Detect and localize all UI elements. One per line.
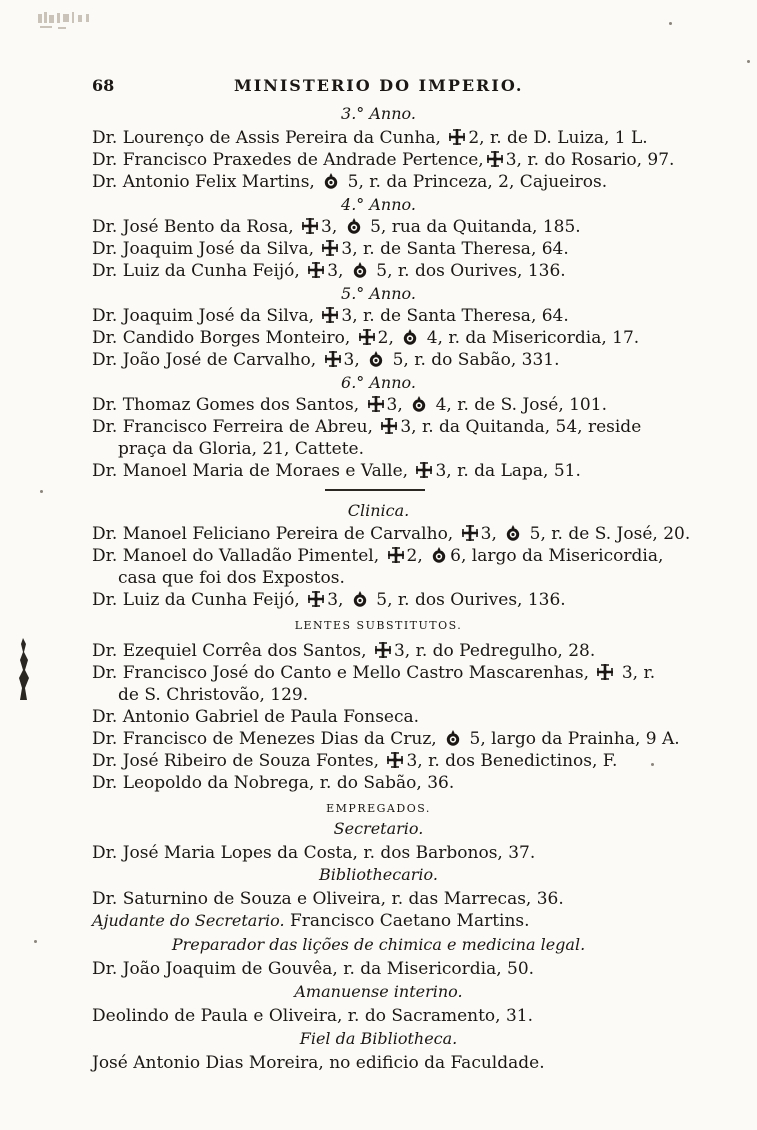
entry-line: Dr. Antonio Felix Martins, 5, r. da Princeza, 2, Cajueiros. (92, 172, 608, 192)
ink-speck (747, 60, 750, 63)
cross-icon (307, 590, 325, 608)
entry-line: Dr. Francisco Praxedes de Andrade Pertence, 3, r. do Rosario, 97. (92, 150, 675, 170)
entry-line: Dr. Manoel do Valladão Pimentel, 2, 6, largo da Misericordia, (92, 546, 664, 566)
cross-icon (596, 663, 614, 681)
entry-line: Dr. Manoel Maria de Moraes e Valle, 3, r. da Lapa, 51. (92, 461, 581, 481)
entry-line: Dr. João José de Carvalho, 3, 5, r. do Sabão, 331. (92, 350, 560, 370)
section-heading: EMPREGADOS. (326, 802, 431, 815)
rose-icon (401, 328, 419, 346)
entry-line: Deolindo de Paula e Oliveira, r. do Sacramento, 31. (92, 1006, 533, 1026)
ink-speck (34, 940, 37, 943)
cross-icon (415, 461, 433, 479)
entry-line: Dr. José Ribeiro de Souza Fontes, 3, r. dos Benedictinos, F. (92, 751, 618, 771)
role-heading: Amanuense interino. (294, 982, 463, 1001)
cross-icon (380, 417, 398, 435)
cross-icon (386, 751, 404, 769)
cross-icon (358, 328, 376, 346)
section-heading: 4.° Anno. (341, 195, 416, 214)
entry-line: Dr. José Maria Lopes da Costa, r. dos Barbonos, 37. (92, 843, 536, 863)
entry-line-continuation: praça da Gloria, 21, Cattete. (118, 439, 364, 459)
cross-icon (387, 546, 405, 564)
section-heading: LENTES SUBSTITUTOS. (294, 619, 463, 632)
entry-line: Dr. Ezequiel Corrêa dos Santos, 3, r. do Pedregulho, 28. (92, 641, 596, 661)
rose-icon (322, 172, 340, 190)
entry-line-continuation: de S. Christovão, 129. (118, 685, 309, 705)
cross-icon (448, 128, 466, 146)
entry-line: Dr. Antonio Gabriel de Paula Fonseca. (92, 707, 420, 727)
entry-line: Dr. José Bento da Rosa, 3, 5, rua da Quitanda, 185. (92, 217, 581, 237)
entry-line: Dr. Francisco José do Canto e Mello Castro Mascarenhas, 3, r. (92, 663, 656, 683)
rose-icon (345, 217, 363, 235)
rose-icon (504, 524, 522, 542)
entry-line: Dr. Joaquim José da Silva, 3, r. de Santa Theresa, 64. (92, 306, 569, 326)
page-number: 68 (92, 76, 115, 95)
entry-line (92, 910, 530, 932)
cross-icon (301, 217, 319, 235)
role-title: Ajudante do Secretario. (92, 911, 285, 930)
role-heading: Fiel da Bibliotheca. (299, 1029, 458, 1048)
rose-icon (351, 261, 369, 279)
entry-line: Dr. Francisco Ferreira de Abreu, 3, r. da Quitanda, 54, reside (92, 417, 642, 437)
cross-icon (324, 350, 342, 368)
entry-line: Dr. Luiz da Cunha Feijó, 3, 5, r. dos Ourives, 136. (92, 261, 566, 281)
entry-line: José Antonio Dias Moreira, no edificio da Faculdade. (92, 1053, 545, 1073)
library-stamp (36, 8, 126, 34)
entry-line: Dr. Lourenço de Assis Pereira da Cunha, 2, r. de D. Luiza, 1 L. (92, 128, 648, 148)
rose-icon (351, 590, 369, 608)
cross-icon (486, 150, 504, 168)
section-heading: 6.° Anno. (341, 373, 416, 392)
rose-icon (410, 395, 428, 413)
ink-speck (669, 22, 672, 25)
entry-line: Dr. Manoel Feliciano Pereira de Carvalho, 3, 5, r. de S. José, 20. (92, 524, 691, 544)
entry-line-continuation: casa que foi dos Expostos. (118, 568, 345, 588)
role-heading: Bibliothecario. (319, 865, 438, 884)
section-heading: 3.° Anno. (341, 104, 416, 123)
cross-icon (461, 524, 479, 542)
page-header (92, 76, 672, 100)
section-heading: Clinica. (347, 501, 410, 520)
cross-icon (367, 395, 385, 413)
cross-icon (321, 306, 339, 324)
cross-icon (307, 261, 325, 279)
entry-line: Dr. João Joaquim de Gouvêa, r. da Misericordia, 50. (92, 959, 535, 979)
role-holder: Francisco Caetano Martins. (289, 911, 530, 931)
entry-line: Dr. Luiz da Cunha Feijó, 3, 5, r. dos Ourives, 136. (92, 590, 566, 610)
entry-line: Dr. Saturnino de Souza e Oliveira, r. das Marrecas, 36. (92, 889, 564, 909)
cross-icon (321, 239, 339, 257)
rose-icon (367, 350, 385, 368)
entry-line: Dr. Joaquim José da Silva, 3, r. de Santa Theresa, 64. (92, 239, 569, 259)
running-title: MINISTERIO DO IMPERIO. (234, 76, 524, 95)
section-divider (325, 489, 425, 491)
role-heading: Secretario. (333, 819, 424, 838)
entry-line: Dr. Leopoldo da Nobrega, r. do Sabão, 36. (92, 773, 455, 793)
section-heading: 5.° Anno. (341, 284, 416, 303)
cross-icon (374, 641, 392, 659)
ink-speck (651, 763, 654, 766)
rose-icon (430, 546, 448, 564)
entry-line: Dr. Candido Borges Monteiro, 2, 4, r. da Misericordia, 17. (92, 328, 640, 348)
role-heading: Preparador das lições de chimica e medicina legal. (171, 935, 586, 954)
ink-speck (40, 490, 43, 493)
entry-line: Dr. Thomaz Gomes dos Santos, 3, 4, r. de S. José, 101. (92, 395, 607, 415)
rose-icon (444, 729, 462, 747)
binding-mark (17, 638, 31, 700)
entry-line: Dr. Francisco de Menezes Dias da Cruz, 5, largo da Prainha, 9 A. (92, 729, 680, 749)
